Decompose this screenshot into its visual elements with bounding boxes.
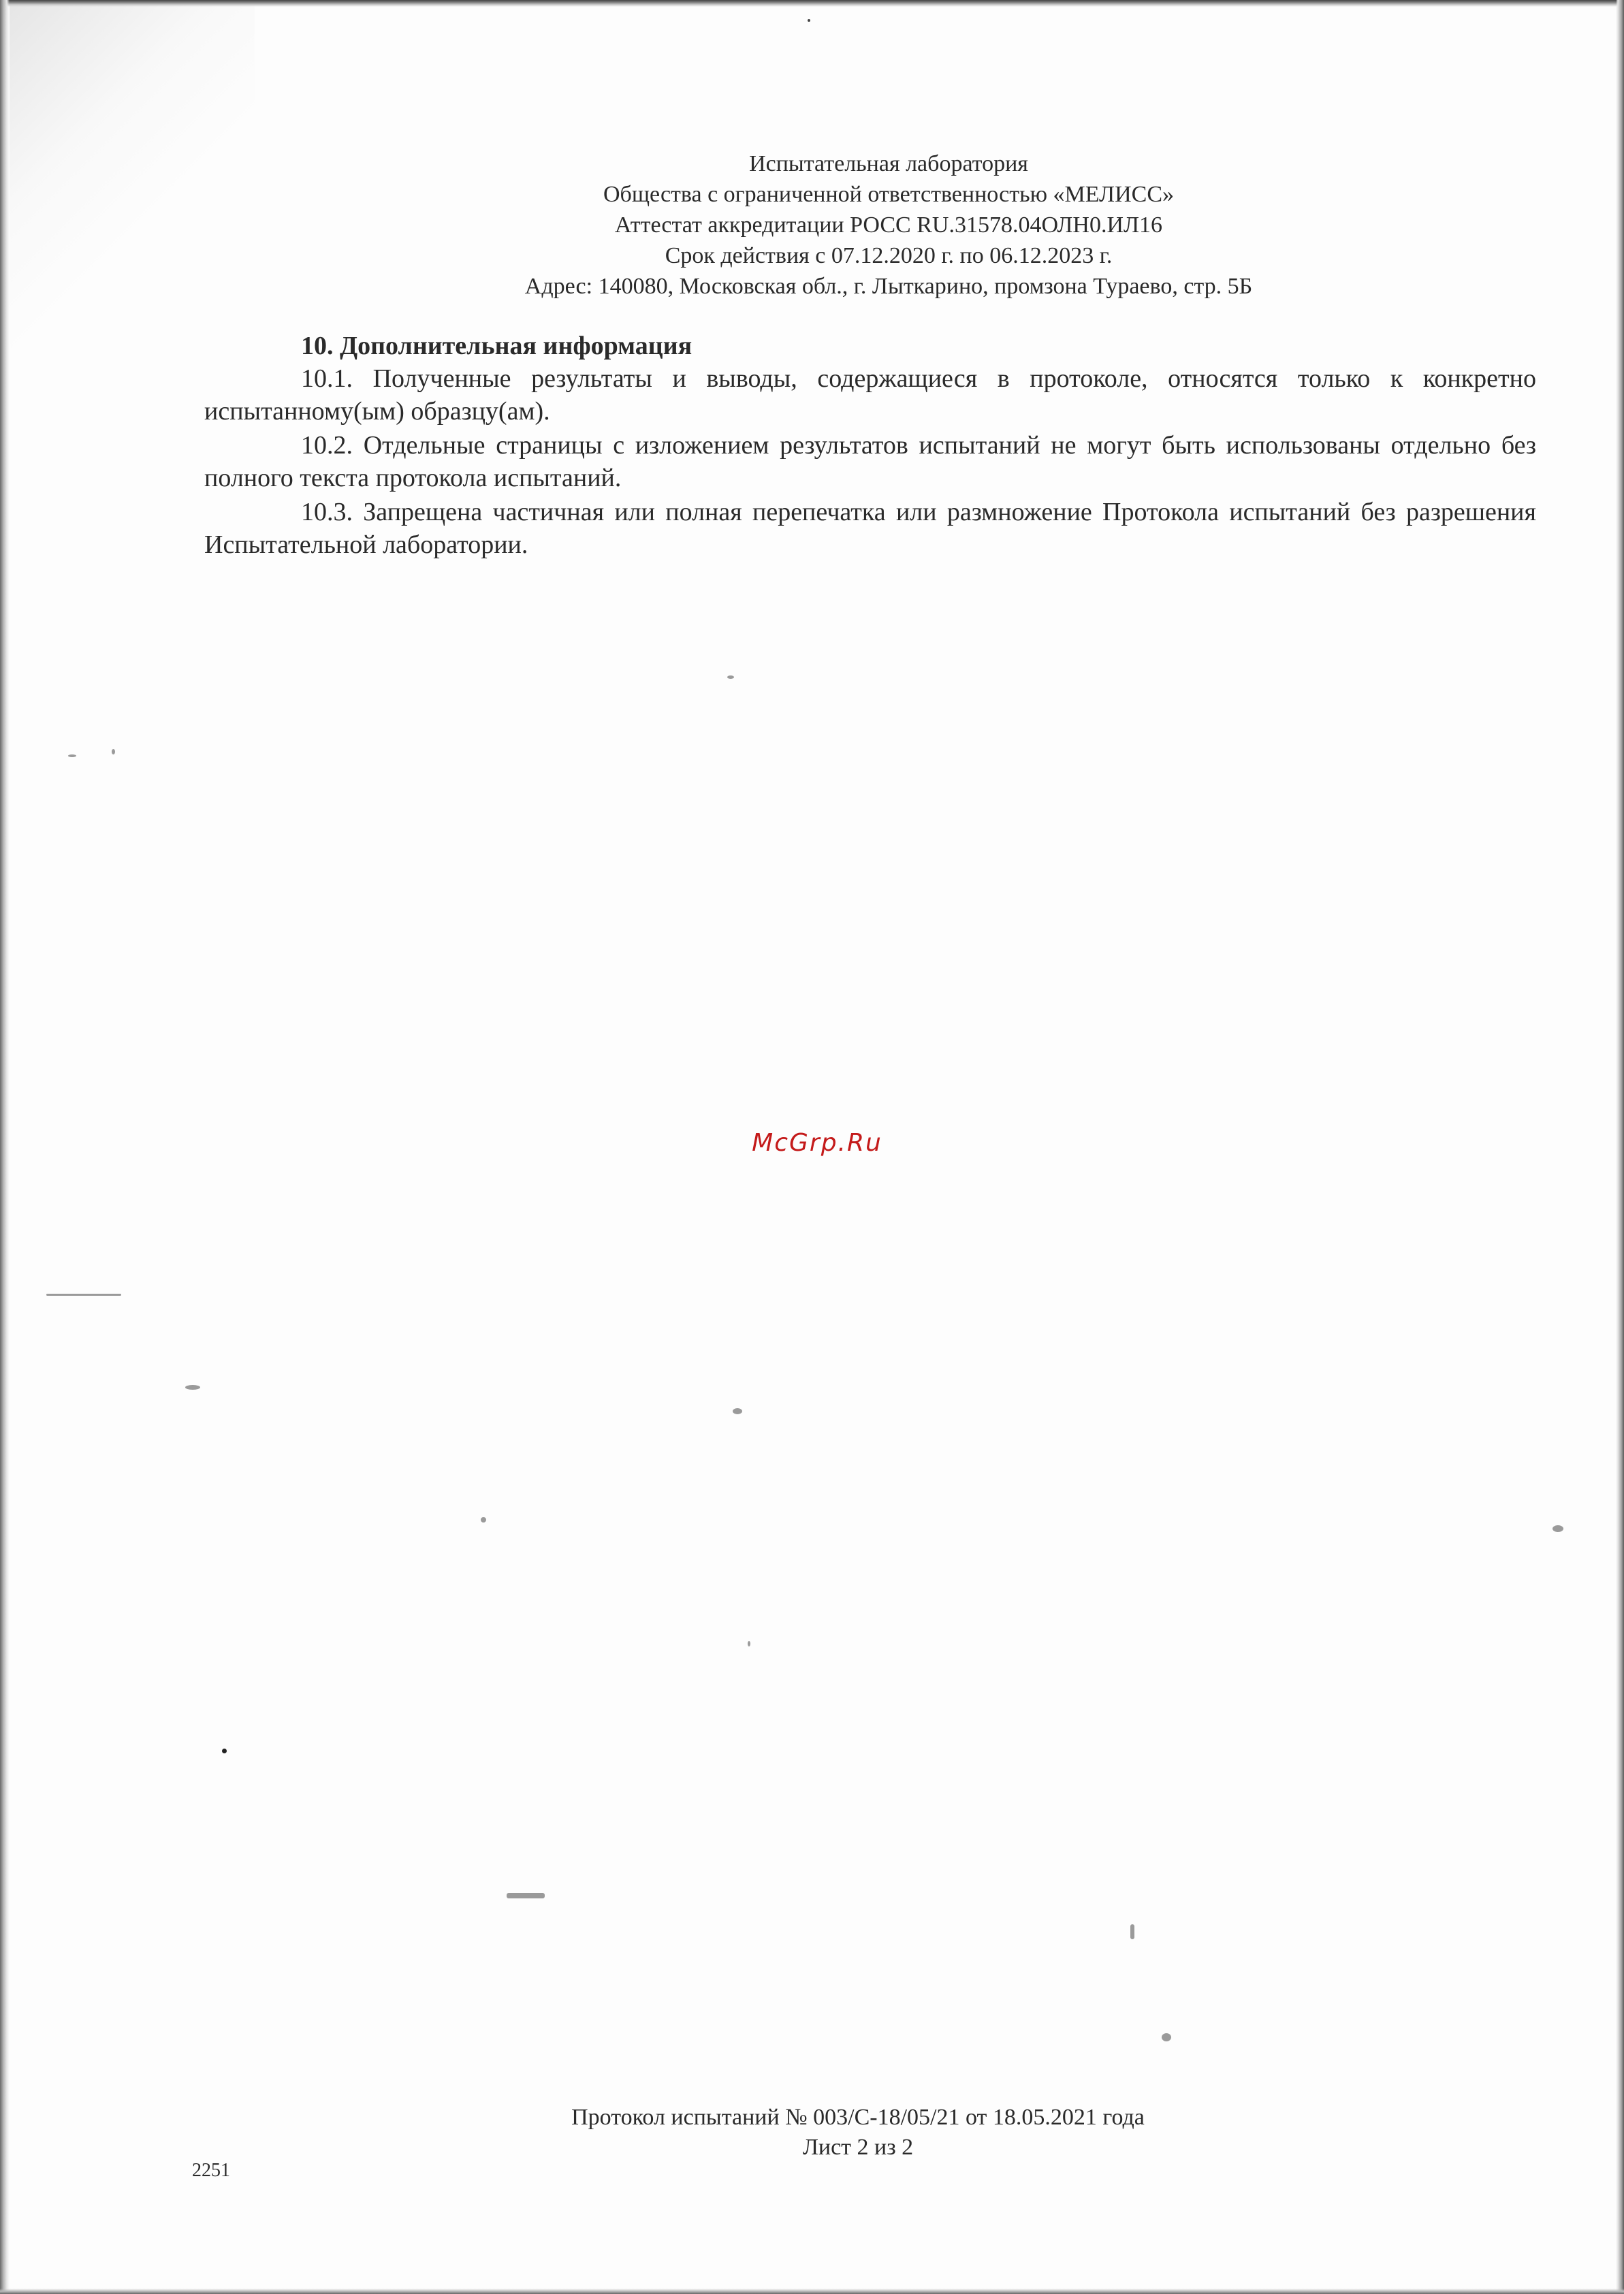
lab-name: Испытательная лаборатория bbox=[749, 151, 1028, 176]
scan-speck bbox=[733, 1408, 742, 1414]
validity-period: Срок действия с 07.12.2020 г. по 06.12.2023 г. bbox=[665, 243, 1113, 268]
scan-speck bbox=[507, 1893, 545, 1898]
scan-edge-right bbox=[1616, 0, 1624, 2294]
additional-info-section bbox=[204, 330, 1536, 562]
section-title: 10. Дополнительная информация bbox=[301, 332, 692, 360]
scan-speck bbox=[112, 749, 115, 754]
scan-speck bbox=[68, 754, 76, 757]
scan-speck bbox=[1162, 2033, 1171, 2041]
paragraph-10-1: 10.1. Полученные результаты и выводы, содержащиеся в протоколе, относятся только к конкретно испытанному(ым) образцу(ам). bbox=[204, 364, 1536, 426]
lab-header bbox=[0, 148, 1624, 302]
scan-speck bbox=[1130, 1924, 1134, 1939]
scan-speck bbox=[222, 1749, 227, 1753]
page-footer bbox=[0, 2103, 1624, 2163]
scan-edge-bottom bbox=[0, 2289, 1624, 2294]
page-code: 2251 bbox=[192, 2160, 230, 2181]
watermark: McGrp.Ru bbox=[752, 1129, 882, 1157]
scan-speck bbox=[727, 675, 734, 679]
scan-speck bbox=[46, 1294, 121, 1296]
organization-name: Общества с ограниченной ответственностью «МЕЛИСС» bbox=[603, 182, 1175, 207]
scan-speck bbox=[185, 1385, 200, 1390]
protocol-reference: Протокол испытаний № 003/С-18/05/21 от 18.05.2021 года bbox=[571, 2105, 1145, 2130]
scan-edge-left bbox=[0, 0, 10, 2294]
sheet-number: Лист 2 из 2 bbox=[802, 2135, 914, 2160]
scan-speck bbox=[808, 19, 810, 22]
lab-address: Адрес: 140080, Московская обл., г. Лыткарино, промзона Тураево, стр. 5Б bbox=[524, 274, 1253, 299]
scan-speck bbox=[1553, 1525, 1563, 1532]
scan-speck bbox=[748, 1641, 750, 1646]
scan-edge-top bbox=[0, 0, 1624, 7]
paragraph-10-2: 10.2. Отдельные страницы с изложением результатов испытаний не могут быть использованы отдельно без полного текста протокола испытаний. bbox=[204, 431, 1536, 492]
paragraph-10-3: 10.3. Запрещена частичная или полная перепечатка или размножение Протокола испытаний без разрешения Испытательной лаборатории. bbox=[204, 498, 1536, 559]
accreditation-certificate: Аттестат аккредитации РОСС RU.31578.04ОЛН0.ИЛ16 bbox=[614, 212, 1163, 238]
scan-speck bbox=[481, 1517, 486, 1523]
